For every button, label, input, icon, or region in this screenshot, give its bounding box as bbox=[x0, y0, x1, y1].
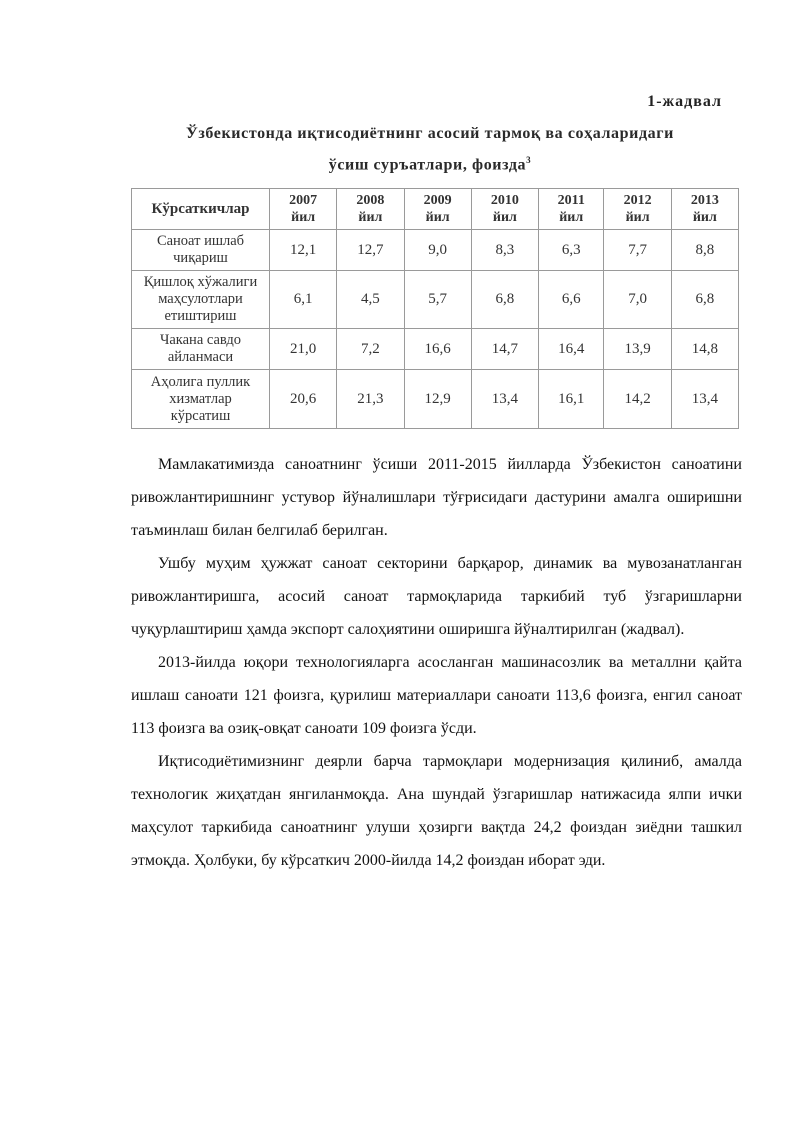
table-title-line2 bbox=[120, 147, 740, 178]
table-header-row bbox=[132, 189, 739, 230]
row-indicator bbox=[132, 271, 270, 329]
header-unit: йил bbox=[358, 210, 383, 225]
header-year-2013 bbox=[671, 189, 738, 230]
indicator-line: Чакана савдо bbox=[159, 332, 242, 348]
paragraph-1: Мамлакатимизда саноатнинг ўсиши 2011-2015 йилларда Ўзбекистон саноатини ривожлантиришнинг устувор йўналишлари тўғрисидаги дастурини амалга оширишни таъминлаш билан белгилаб берилган. bbox=[131, 456, 742, 539]
indicator-line: кўрсатиш bbox=[170, 407, 231, 424]
table-cell: 13,4 bbox=[671, 370, 738, 429]
table-cell: 7,7 bbox=[604, 230, 671, 271]
table-row-retail-turnover bbox=[132, 329, 739, 370]
table-cell: 8,8 bbox=[671, 230, 738, 271]
table-row-agriculture bbox=[132, 271, 739, 329]
header-unit: йил bbox=[692, 210, 717, 225]
table-cell: 6,8 bbox=[671, 271, 738, 329]
header-year: 2008 bbox=[356, 193, 385, 208]
table-cell: 6,1 bbox=[270, 271, 337, 329]
body-text bbox=[131, 448, 742, 877]
indicator-line: чиқариш bbox=[173, 250, 228, 266]
table-row-paid-services bbox=[132, 370, 739, 429]
header-year-2007 bbox=[270, 189, 337, 230]
row-indicator bbox=[132, 230, 270, 271]
indicator-line: Аҳолига пуллик bbox=[150, 373, 251, 390]
table-cell: 13,4 bbox=[471, 370, 538, 429]
table-cell: 14,7 bbox=[471, 329, 538, 370]
table-cell: 16,4 bbox=[539, 329, 604, 370]
table-cell: 21,3 bbox=[337, 370, 404, 429]
header-year-2012 bbox=[604, 189, 671, 230]
table-cell: 12,9 bbox=[404, 370, 471, 429]
table-cell: 12,1 bbox=[270, 230, 337, 271]
table-cell: 4,5 bbox=[337, 271, 404, 329]
header-unit: йил bbox=[492, 210, 517, 225]
table-cell: 7,0 bbox=[604, 271, 671, 329]
indicator-line: айланмаси bbox=[167, 349, 234, 365]
header-unit: йил bbox=[291, 210, 316, 225]
header-indicator: Кўрсаткичлар bbox=[132, 189, 270, 230]
paragraph-3: 2013-йилда юқори технологияларга асосланган машинасозлик ва металлни қайта ишлаш саноати 121 фоизга, қурилиш материаллари саноати 113,6 фоизга, енгил саноат 113 фоизга ва озиқ-овқат саноати 109 фоизга ўсди. bbox=[131, 654, 742, 737]
indicator-line: етиштириш bbox=[164, 308, 237, 324]
header-year: 2010 bbox=[490, 193, 519, 208]
table-cell: 20,6 bbox=[270, 370, 337, 429]
table-cell: 6,3 bbox=[539, 230, 604, 271]
paragraph-4: Иқтисодиётимизнинг деярли барча тармоқлари модернизация қилиниб, амалда технологик жиҳатдан янгиланмоқда. Ана шундай ўзгаришлар натижасида ялпи ички маҳсулот таркибида саноатнинг улуши ҳозирги вақтда 24,2 фоиздан зиёдни ташкил этмоқда. Ҳолбуки, бу кўрсаткич 2000-йилда 14,2 фоиздан иборат эди. bbox=[131, 753, 742, 869]
table-title bbox=[120, 121, 740, 178]
table-cell: 6,8 bbox=[471, 271, 538, 329]
header-year-2010 bbox=[471, 189, 538, 230]
indicator-line: хизматлар bbox=[169, 390, 232, 407]
header-year: 2009 bbox=[423, 193, 452, 208]
table-title-line2-text: ўсиш суръатлари, фоизда bbox=[328, 156, 527, 174]
header-year-2008 bbox=[337, 189, 404, 230]
table-cell: 14,8 bbox=[671, 329, 738, 370]
growth-rates-table bbox=[131, 188, 739, 429]
header-unit: йил bbox=[425, 210, 450, 225]
header-year: 2011 bbox=[557, 193, 585, 208]
table-label: 1-жадвал bbox=[647, 93, 722, 110]
indicator-line: маҳсулотлари bbox=[158, 291, 243, 307]
header-unit: йил bbox=[625, 210, 650, 225]
table-cell: 12,7 bbox=[337, 230, 404, 271]
indicator-line: Саноат ишлаб bbox=[156, 233, 245, 249]
footnote-mark: 3 bbox=[526, 155, 532, 165]
table-cell: 9,0 bbox=[404, 230, 471, 271]
indicator-line: Қишлоқ хўжалиги bbox=[143, 274, 258, 290]
header-unit: йил bbox=[559, 210, 584, 225]
header-year: 2013 bbox=[690, 193, 719, 208]
header-year: 2012 bbox=[623, 193, 652, 208]
row-indicator bbox=[132, 370, 270, 429]
table-cell: 14,2 bbox=[604, 370, 671, 429]
table-cell: 21,0 bbox=[270, 329, 337, 370]
paragraph-2: Ушбу муҳим ҳужжат саноат секторини барқарор, динамик ва мувозанатланган ривожлантиришга, асосий саноат тармоқларида таркибий туб ўзгаришларни чуқурлаштириш ҳамда экспорт салоҳиятини оширишга йўналтирилган (жадвал). bbox=[131, 555, 742, 638]
table-row-industrial-production bbox=[132, 230, 739, 271]
table-cell: 13,9 bbox=[604, 329, 671, 370]
table-cell: 7,2 bbox=[337, 329, 404, 370]
table-cell: 5,7 bbox=[404, 271, 471, 329]
header-year: 2007 bbox=[289, 193, 318, 208]
table-cell: 8,3 bbox=[471, 230, 538, 271]
table-cell: 16,6 bbox=[404, 329, 471, 370]
header-year-2011 bbox=[539, 189, 604, 230]
table-title-line1: Ўзбекистонда иқтисодиётнинг асосий тармоқ ва соҳаларидаги bbox=[186, 125, 674, 142]
table-cell: 16,1 bbox=[539, 370, 604, 429]
header-year-2009 bbox=[404, 189, 471, 230]
table-cell: 6,6 bbox=[539, 271, 604, 329]
row-indicator bbox=[132, 329, 270, 370]
